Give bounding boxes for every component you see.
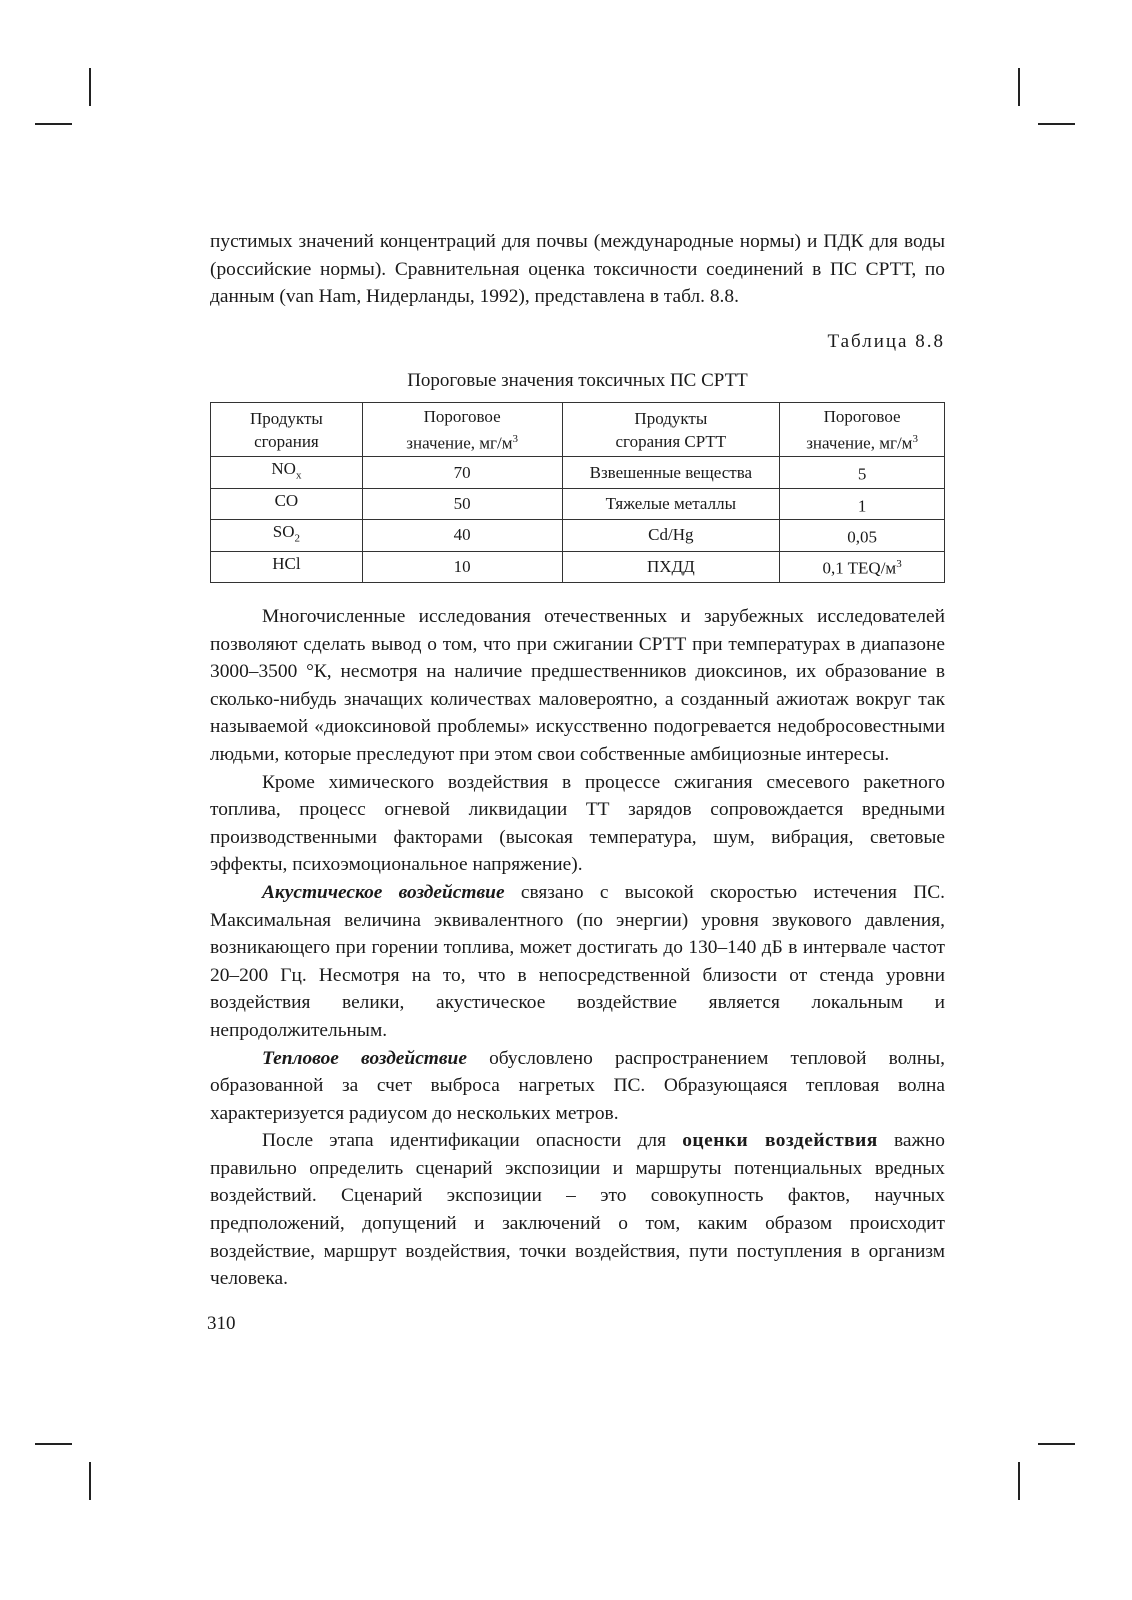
term-thermal: Тепловое воздействие [262,1047,467,1069]
value-cell: 40 [362,520,562,551]
term-assessment: оценки воздействия [682,1130,878,1152]
header-threshold: Пороговое значение, $мг/м^3$ [362,402,562,457]
page-body [210,228,945,1293]
table-row [211,457,945,488]
header-threshold-2: Пороговое значение, $мг/м^3$ [780,402,945,457]
product-srtt-cell: Cd/Hg [562,520,780,551]
paragraph-thermal: Тепловое воздействие обусловлено распространением тепловой волны, образованной за счет выброса нагретых ПС. Образующаяся тепловая волна характеризуется радиусом до нескольких метров. [210,1047,945,1124]
paragraph-research: Многочисленные исследования отечественных и зарубежных исследователей позволяют сделать вывод о том, что при сжигании СРТТ при температурах в диапазоне 3000–3500 °К, несмотря на наличие предшественников диоксинов, их образование в сколько-нибудь значащих количествах маловероятно, а созданный ажиотаж вокруг так называемой «диоксиновой проблемы» искусственно подогревается недобросовестными людьми, которые преследуют при этом свои собственные амбициозные интересы. [210,606,945,765]
product-srtt-cell: Взвешенные вещества [562,457,780,488]
crop-mark [35,123,72,125]
product-srtt-cell: Тяжелые металлы [562,488,780,519]
table-header-row [211,402,945,457]
crop-mark [1018,68,1020,106]
crop-mark [35,1443,72,1445]
product-cell: HCl [211,551,363,582]
value-cell: 10 [362,551,562,582]
value-srtt-cell: 0,1 TEQ/$м^3$ [780,551,945,582]
value-cell: 50 [362,488,562,519]
table-label: Таблица 8.8 [827,330,945,352]
product-srtt-cell: ПХДД [562,551,780,582]
value-srtt-cell: 5 [780,457,945,488]
paragraph-assessment: После этапа идентификации опасности для оценки воздействия важно правильно определить сценарий экспозиции и маршруты потенциальных вредных воздействий. Сценарий экспозиции – это совокупность фактов, научных предположений, допущений и заключений о том, каким образом происходит воздействие, маршрут воздействия, точки воздействия, пути поступления в организм человека. [210,1130,946,1290]
product-cell: CO [211,488,363,519]
value-cell: 70 [362,457,562,488]
table-row [211,488,945,519]
crop-mark [1038,123,1075,125]
crop-mark [1018,1462,1020,1500]
table-title: Пороговые значения токсичных ПС СРТТ [407,369,748,391]
paragraph-acoustic: Акустическое воздействие связано с высокой скоростью истечения ПС. Максимальная величина эквивалентного (по энергии) уровня звукового давления, возникающего при горении топлива, может достигать до 130–140 дБ в интервале частот 20–200 Гц. Несмотря на то, что в непосредственной близости от стенда уровни воздействия велики, акустическое воздействие является локальным и непродолжительным. [210,881,946,1041]
crop-mark [89,68,91,106]
crop-mark [89,1462,91,1500]
header-products: Продукты сгорания [211,402,363,457]
page-number: 310 [207,1313,236,1334]
crop-mark [1038,1443,1075,1445]
value-srtt-cell: 1 [780,488,945,519]
intro-paragraph: пустимых значений концентраций для почвы (международные нормы) и ПДК для воды (российские нормы). Сравнительная оценка токсичности соединений в ПС СРТТ, по данным (van Ham, Нидерланды, 1992), представлена в табл. 8.8. [210,231,945,308]
value-srtt-cell: 0,05 [780,520,945,551]
toxicity-table [210,402,945,583]
paragraph-chemical: Кроме химического воздействия в процессе сжигания смесевого ракетного топлива, процесс огневой ликвидации ТТ зарядов сопровождается вредными производственными факторами (высокая температура, шум, вибрация, световые эффекты, психоэмоциональное напряжение). [210,771,945,876]
term-acoustic: Акустическое воздействие [262,881,505,903]
product-cell: $SO_2$ [211,520,363,551]
table-row [211,551,945,582]
table-row [211,520,945,551]
product-cell: $NO_x$ [211,457,363,488]
header-products-srtt: Продукты сгорания СРТТ [562,402,780,457]
